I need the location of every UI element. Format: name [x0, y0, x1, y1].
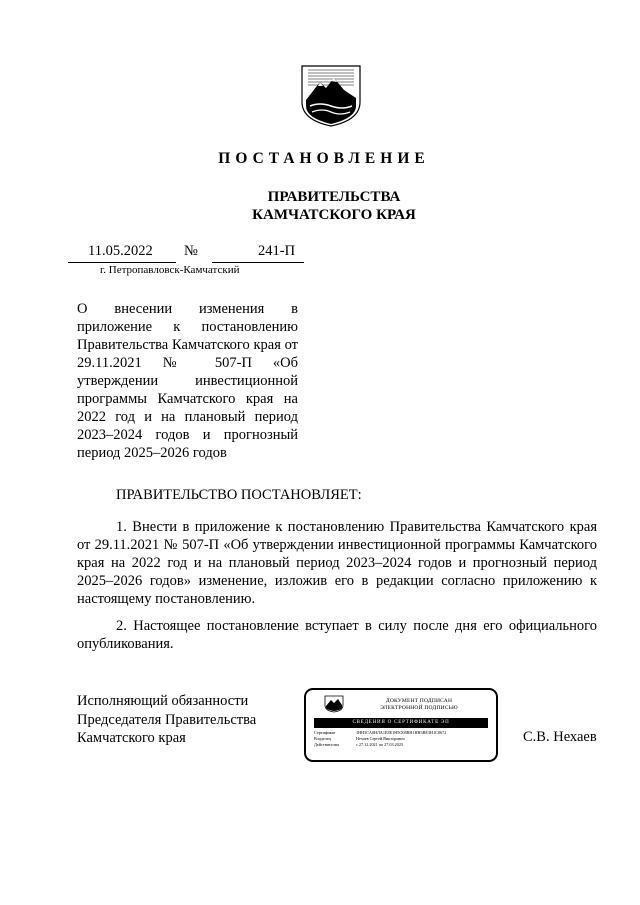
stamp-cert-label: Сертификат: [314, 730, 336, 735]
date-underline: [68, 262, 176, 263]
stamp-owner-label: Владелец: [314, 736, 331, 741]
signer-name: С.В. Нехаев: [523, 729, 597, 745]
stamp-valid-label: Действителен: [314, 742, 339, 747]
stamp-title: [354, 698, 484, 712]
number-underline: [212, 262, 304, 263]
signer-position-line-1: Исполняющий обязанности: [77, 693, 249, 709]
document-type: ПОСТАНОВЛЕНИЕ: [218, 150, 430, 167]
coat-of-arms-kamchatka-icon: [300, 62, 362, 128]
resolves-heading: ПРАВИТЕЛЬСТВО ПОСТАНОВЛЯЕТ:: [116, 487, 362, 503]
issuer: [0, 188, 640, 224]
stamp-valid-row: [314, 742, 403, 747]
issuer-line-1: ПРАВИТЕЛЬСТВА: [267, 189, 401, 205]
paragraph-2: 2. Настоящее постановление вступает в силу после дня его официального опубликования.: [77, 618, 597, 652]
number-sign: №: [184, 243, 198, 259]
stamp-owner-value: Нехаев Сергей Викторович: [356, 736, 405, 741]
document-date: 11.05.2022: [88, 243, 153, 259]
document-subject: О внесении изменения в приложение к постановлению Правительства Камчатского края от 29.11.2021 № 507-П «Об утверждении инвестиционной программы Камчатского края на 2022 год и на плановый период 2023–2024 годов и прогнозный период 2025–2026 годов: [77, 301, 298, 461]
signer-position-line-3: Камчатского края: [77, 730, 186, 746]
stamp-cert-bar: СВЕДЕНИЯ О СЕРТИФИКАТЕ ЭП: [314, 718, 488, 728]
signer-position: [77, 692, 256, 748]
coat-of-arms-small-icon: [324, 695, 344, 713]
electronic-signature-stamp: [304, 688, 498, 762]
stamp-title-line-1: ДОКУМЕНТ ПОДПИСАН: [385, 698, 453, 704]
stamp-cert-row: [314, 730, 446, 735]
stamp-valid-value: с 27.12.2021 по 27.03.2023: [356, 742, 404, 747]
issuer-line-2: КАМЧАТСКОГО КРАЯ: [252, 207, 416, 223]
document-number: 241-П: [258, 243, 296, 259]
stamp-title-line-2: ЭЛЕКТРОННОЙ ПОДПИСЬЮ: [380, 705, 458, 711]
stamp-cert-value: 1НН3СА0НЛА1Е8Е1Н5О08ВН1НН3ВЕ3Н1С0672: [356, 730, 447, 735]
paragraph-1: 1. Внести в приложение к постановлению Правительства Камчатского края от 29.11.2021 № 507-П «Об утверждении инвестиционной программы Камчатского края на 2022 год и на плановый период 2023–2024 годов и прогнозный период 2025–2026 годов» изменение, изложив его в редакции согласно приложению к настоящему постановлению.: [77, 519, 597, 607]
stamp-owner-row: [314, 736, 405, 741]
city: г. Петропавловск-Камчатский: [100, 264, 240, 276]
signer-position-line-2: Председателя Правительства: [77, 711, 257, 728]
